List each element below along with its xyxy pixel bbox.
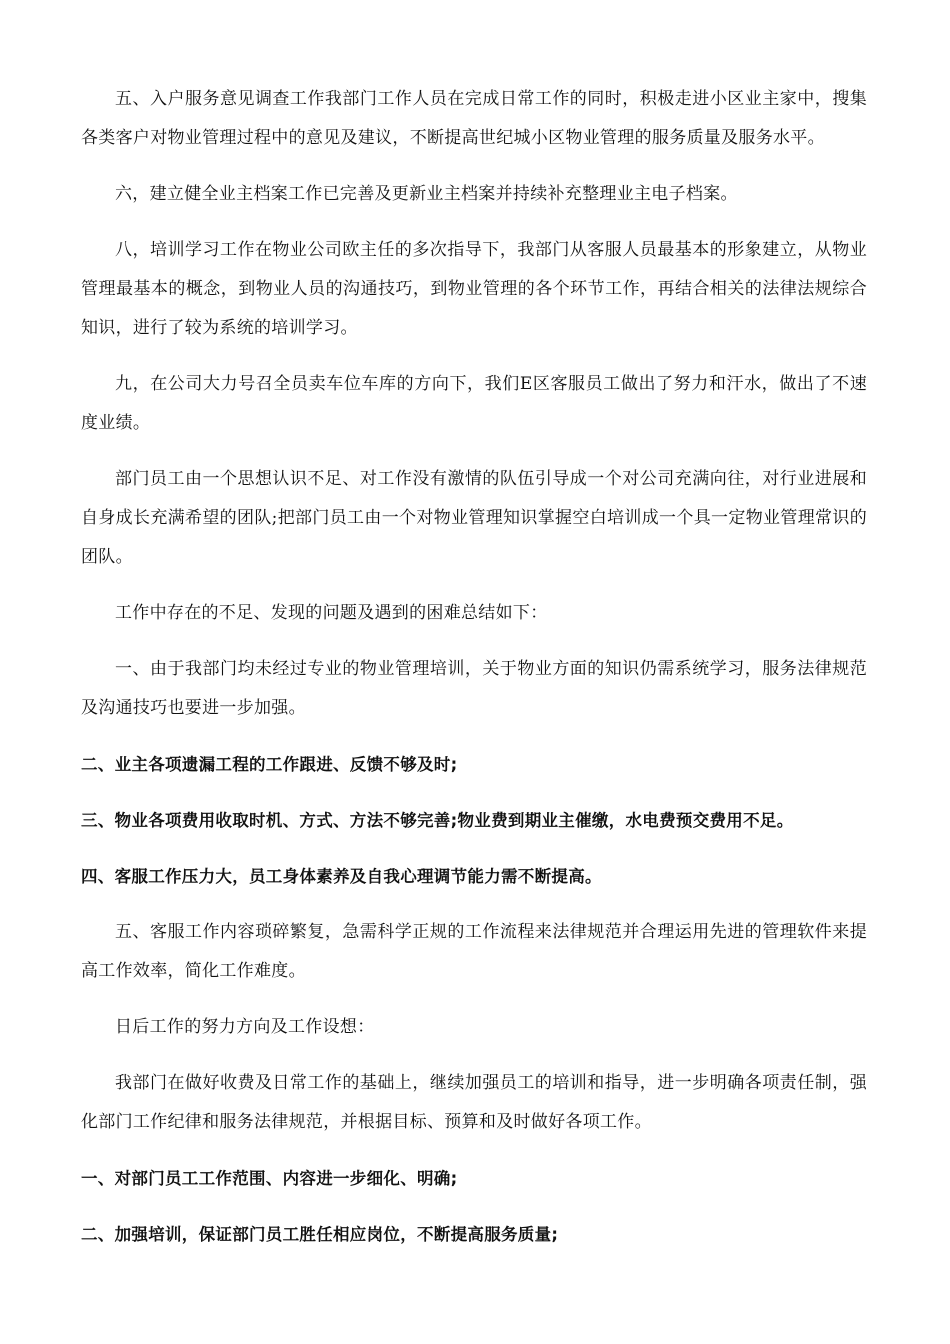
paragraph-future-intro: 日后工作的努力方向及工作设想： bbox=[115, 1017, 375, 1037]
paragraph-future-plan: 我部门在做好收费及日常工作的基础上，继续加强员工的培训和指导，进一步明确各项责任制，强化部门工作纪律和服务法律规范，并根据目标、预算和及时做好各项工作。 bbox=[81, 1073, 867, 1132]
document-page bbox=[81, 80, 867, 1271]
paragraph-shortcoming-2: 二、业主各项遗漏工程的工作跟进、反馈不够及时; bbox=[81, 755, 458, 774]
paragraph-shortcoming-4: 四、客服工作压力大，员工身体素养及自我心理调节能力需不断提高。 bbox=[81, 867, 602, 886]
paragraph-shortcoming-5: 五、客服工作内容琐碎繁复，急需科学正规的工作流程来法律规范并合理运用先进的管理软件来提高工作效率，简化工作难度。 bbox=[81, 922, 867, 981]
paragraph-shortcoming-1: 一、由于我部门均未经过专业的物业管理培训，关于物业方面的知识仍需系统学习，服务法律规范及沟通技巧也要进一步加强。 bbox=[81, 659, 867, 718]
paragraph-shortcoming-3: 三、物业各项费用收取时机、方式、方法不够完善;物业费到期业主催缴，水电费预交费用不足。 bbox=[81, 811, 794, 830]
paragraph-team-growth: 部门员工由一个思想认识不足、对工作没有激情的队伍引导成一个对公司充满向往，对行业进展和自身成长充满希望的团队;把部门员工由一个对物业管理知识掌握空白培训成一个具一定物业管理常识的团队。 bbox=[81, 469, 867, 567]
paragraph-future-2: 二、加强培训，保证部门员工胜任相应岗位，不断提高服务质量; bbox=[81, 1225, 559, 1244]
paragraph-shortcomings-intro: 工作中存在的不足、发现的问题及遇到的困难总结如下： bbox=[115, 603, 548, 623]
paragraph-training: 八，培训学习工作在物业公司欧主任的多次指导下，我部门从客服人员最基本的形象建立，从物业管理最基本的概念，到物业人员的沟通技巧，到物业管理的各个环节工作，再结合相关的法律法规综合知识，进行了较为系统的培训学习。 bbox=[81, 240, 867, 338]
paragraph-parking-sales: 九，在公司大力号召全员卖车位车库的方向下，我们E区客服员工做出了努力和汗水，做出了不速度业绩。 bbox=[81, 374, 867, 433]
paragraph-archives: 六，建立健全业主档案工作已完善及更新业主档案并持续补充整理业主电子档案。 bbox=[115, 184, 738, 204]
paragraph-future-1: 一、对部门员工工作范围、内容进一步细化、明确; bbox=[81, 1169, 458, 1188]
paragraph-survey: 五、入户服务意见调查工作我部门工作人员在完成日常工作的同时，积极走进小区业主家中，搜集各类客户对物业管理过程中的意见及建议，不断提高世纪城小区物业管理的服务质量及服务水平。 bbox=[81, 89, 867, 148]
